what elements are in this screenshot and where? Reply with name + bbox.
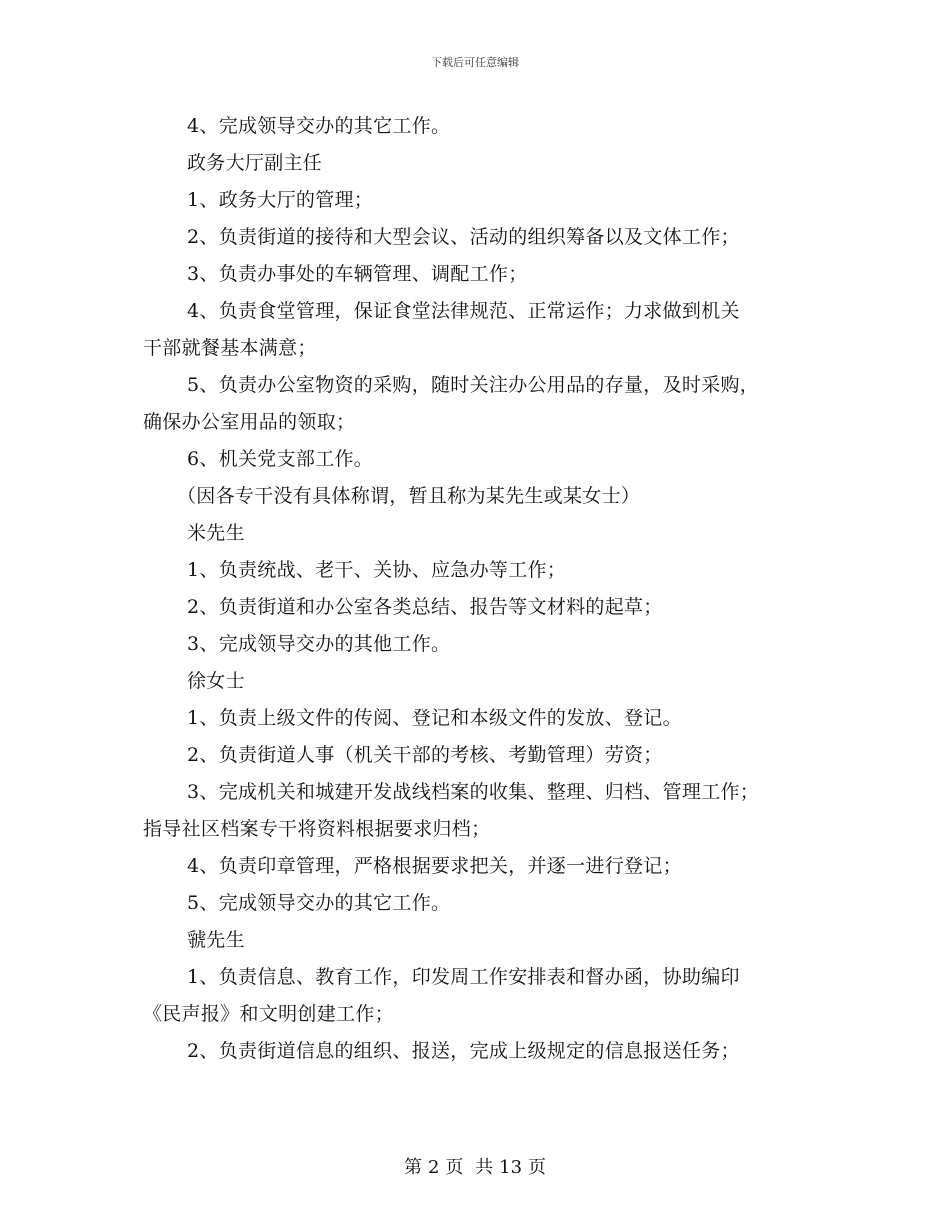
paragraph-line: 2、负责街道和办公室各类总结、报告等文材料的起草； [187,596,663,618]
paragraph-line: 1、政务大厅的管理； [187,189,374,211]
document-body [143,108,823,1070]
paragraph-line: 3、负责办事处的车辆管理、调配工作； [187,263,528,285]
paragraph-line: 1、负责上级文件的传阅、登记和本级文件的发放、登记。 [187,707,682,729]
paragraph-line: 3、完成机关和城建开发战线档案的收集、整理、归档、管理工作； [187,781,760,803]
paragraph-line: 2、负责街道人事（机关干部的考核、考勤管理）劳资； [187,744,663,766]
paragraph-line-continued: 指导社区档案专干将资料根据要求归档； [143,818,491,840]
page-header: 下载后可任意编辑 [431,56,519,69]
paragraph-line: 2、负责街道的接待和大型会议、活动的组织筹备以及文体工作； [187,226,740,248]
paragraph-line: 4、负责印章管理，严格根据要求把关，并逐一进行登记； [187,855,682,877]
paragraph-line: 6、机关党支部工作。 [187,448,374,470]
paragraph-line: 1、负责信息、教育工作，印发周工作安排表和督办函，协助编印 [187,966,740,988]
page-label: 第 [403,1157,422,1178]
paragraph-line-continued: 《民声报》和文明创建工作； [143,1003,394,1025]
paragraph-line: 4、负责食堂管理，保证食堂法律规范、正常运作；力求做到机关 [187,300,740,322]
page-end-label: 页 [528,1157,547,1178]
current-page-number: 2 [427,1157,440,1178]
paragraph-line: 5、完成领导交办的其它工作。 [187,892,451,914]
paragraph-line-continued: 确保办公室用品的领取； [143,411,356,433]
paragraph-line: 5、负责办公室物资的采购，随时关注办公用品的存量，及时采购， [187,374,760,396]
paragraph-line: 4、完成领导交办的其它工作。 [187,115,451,137]
section-heading: 米先生 [187,522,245,544]
note-line: （因各专干没有具体称谓，暂且称为某先生或某女士） [177,485,641,507]
section-heading: 虢先生 [187,929,245,951]
paragraph-line-continued: 干部就餐基本满意； [143,337,317,359]
page-of-label: 页 共 [445,1157,494,1178]
total-pages-number: 13 [499,1157,523,1178]
section-heading: 政务大厅副主任 [187,152,323,174]
paragraph-line: 1、负责统战、老干、关协、应急办等工作； [187,559,567,581]
paragraph-line: 2、负责街道信息的组织、报送，完成上级规定的信息报送任务； [187,1040,740,1062]
section-heading: 徐女士 [187,670,245,692]
page-footer [0,1153,950,1179]
paragraph-line: 3、完成领导交办的其他工作。 [187,633,451,655]
